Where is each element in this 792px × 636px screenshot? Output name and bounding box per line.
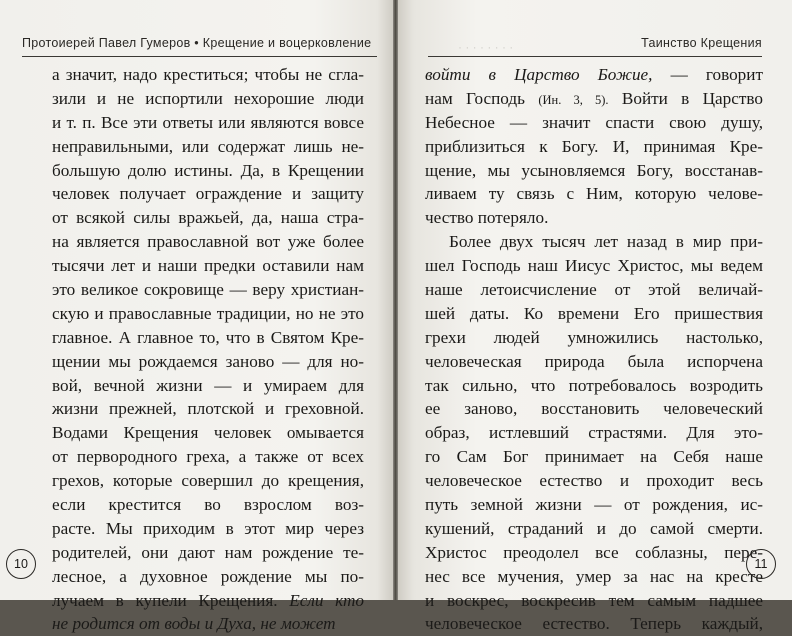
text-line: го Сам Бог принимает на Себя наше [425,447,763,467]
text-line: ее заново, восстановить человеческий [425,399,763,419]
text-line: приблизиться к Богу. И, принимая Кре- [425,136,763,156]
text-line: расте. Мы приходим в этот мир через [52,518,364,538]
text-line: Водами Крещения человек омывается [52,423,364,443]
text-line [425,87,763,111]
text-line: человеческое естество. Теперь каждый, [425,614,763,634]
text-line: Более двух тысяч лет назад в мир при- [449,232,763,252]
line-text: нам Господь [425,88,539,108]
left-page [0,0,393,634]
text-line: наше летоисчисление от этой величай- [425,280,763,300]
text-line: Небесное — значит спасти свою душу, [425,112,763,132]
text-line: так сильно, что потребовалось возродить [425,375,763,395]
text-line: человек получает ограждение и защиту [52,184,364,204]
text-line: лесное, а духовное рождение мы по- [52,566,364,586]
text-line: неправильными, или содержат лишь не- [52,136,364,156]
text-line: шей даты. Ко времени Его пришествия [425,303,763,323]
right-page-text [425,63,763,636]
text-line: если крестится во взрослом воз- [52,495,364,515]
left-page-text [52,63,364,636]
line-text: лучаем в купели Крещения. [52,590,290,610]
text-line: щение, мы усыновляемся Богу, восстанав- [425,160,763,180]
text-line: главное. А главное то, что в Святом Кре- [52,327,364,347]
header-rule-right [428,56,762,57]
text-line: человеческое естество и проходит весь [425,471,763,491]
text-line: грехов, которые совершил до крещения, [52,471,364,491]
text-line: жизни прежней, плотской и греховной. [52,399,364,419]
text-line: родителей, они дают нам рождение те- [52,542,364,562]
text-line: от всякой силы вражьей, да, наша стра- [52,208,364,228]
line-text: Войти в Царство [608,88,763,108]
text-line: щении мы рождаемся заново — для но- [52,351,364,371]
text-line: и воскрес, воскресив тем самым падшее [425,590,763,610]
text-line: а значит, надо креститься; чтобы не сгла- [52,65,364,84]
running-header-left: Протоиерей Павел Гумеров • Крещение и воцерковление [22,36,372,50]
text-line: кушений, страданий и до самой смерти. [425,518,763,538]
italic-quote: Если кто [289,590,364,610]
text-line: и т. п. Все эти ответы или являются вовсе [52,112,364,132]
line-text: — говорит [652,65,763,84]
text-line: от первородного греха, а также от всех [52,447,364,467]
text-line: шел Господь наш Иисус Христос, мы ведем [425,256,763,276]
running-header-right: Таинство Крещения [641,36,762,50]
text-line: человеческая природа была испорчена [425,351,763,371]
text-line [425,63,763,87]
page-number-right: 11 [746,549,776,579]
text-line: скую и православные традиции, но не это [52,303,364,323]
text-line: зили и не испортили нехорошие люди [52,88,364,108]
text-line [52,589,364,613]
header-rule-left [22,56,377,57]
right-page [398,0,792,634]
text-line: нес все мучения, умер за нас на кресте [425,566,763,586]
text-line: Христос преодолел все соблазны, пере- [425,542,763,562]
text-line: большую долю истины. Да, в Крещении [52,160,364,180]
scripture-reference: (Ин. 3, 5). [538,92,609,107]
text-line: на является православной вот уже более [52,232,364,252]
text-line: это великое сокровище — веру христиан- [52,280,364,300]
text-line: чество потеряло. [425,208,549,228]
italic-quote: войти в Царство Божие, [425,65,653,84]
text-line: грехи людей умножились настолько, [425,327,763,347]
italic-quote-line: не родится от воды и Духа, не может [52,614,336,634]
text-line: вой, вечной жизни — и умираем для [52,375,364,395]
text-line: ливаем ту связь с Ним, которую челове- [425,184,763,204]
page-number-left: 10 [6,549,36,579]
text-line: путь земной жизни — от рождения, ис- [425,495,763,515]
text-line: тысячи лет и наши предки оставили нам [52,256,364,276]
bleed-through-text: · · · · · · · · [458,40,514,54]
text-line: образ, истлевший страстями. Для это- [425,423,763,443]
